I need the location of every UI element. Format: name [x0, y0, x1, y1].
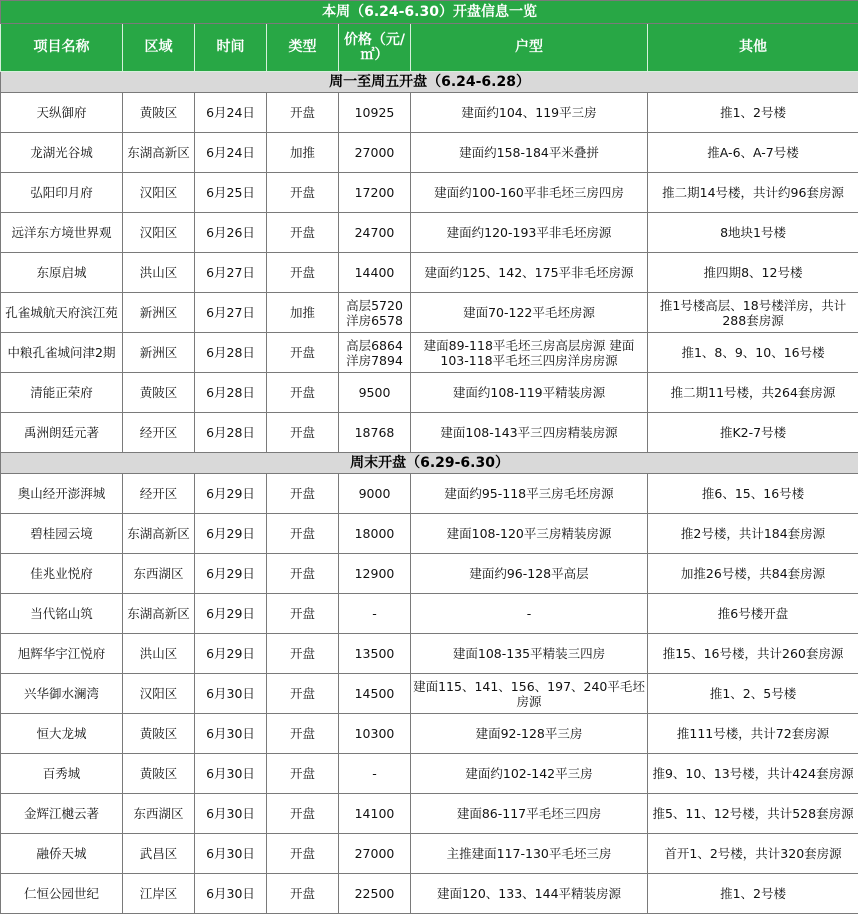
cell-date: 6月30日 — [195, 714, 267, 754]
table-row — [1, 474, 858, 514]
cell-unit-type: 建面约102-142平三房 — [411, 754, 648, 794]
cell-district: 新洲区 — [123, 293, 195, 333]
cell-type: 开盘 — [267, 333, 339, 373]
cell-price: 9000 — [339, 474, 411, 514]
cell-type: 开盘 — [267, 874, 339, 914]
cell-project-name: 远洋东方境世界观 — [1, 213, 123, 253]
cell-price: - — [339, 754, 411, 794]
cell-district: 东湖高新区 — [123, 594, 195, 634]
table-row — [1, 794, 858, 834]
cell-district: 汉阳区 — [123, 213, 195, 253]
cell-type: 加推 — [267, 133, 339, 173]
cell-other: 推1、2号楼 — [648, 93, 858, 133]
cell-price: 14100 — [339, 794, 411, 834]
table-row — [1, 714, 858, 754]
cell-price: 27000 — [339, 133, 411, 173]
table-row — [1, 133, 858, 173]
cell-other: 推6、15、16号楼 — [648, 474, 858, 514]
cell-unit-type: - — [411, 594, 648, 634]
cell-other: 推A-6、A-7号楼 — [648, 133, 858, 173]
cell-price: - — [339, 594, 411, 634]
cell-unit-type: 建面约96-128平高层 — [411, 554, 648, 594]
cell-project-name: 旭辉华宇江悦府 — [1, 634, 123, 674]
table-row — [1, 253, 858, 293]
cell-district: 汉阳区 — [123, 173, 195, 213]
header-unit-type: 户型 — [411, 24, 648, 72]
cell-type: 开盘 — [267, 93, 339, 133]
cell-project-name: 融侨天城 — [1, 834, 123, 874]
table-row — [1, 213, 858, 253]
cell-project-name: 孔雀城航天府滨江苑 — [1, 293, 123, 333]
cell-date: 6月29日 — [195, 514, 267, 554]
cell-other: 推1号楼高层、18号楼洋房，共计288套房源 — [648, 293, 858, 333]
cell-district: 东湖高新区 — [123, 514, 195, 554]
cell-type: 开盘 — [267, 253, 339, 293]
cell-unit-type: 建面约104、119平三房 — [411, 93, 648, 133]
cell-date: 6月30日 — [195, 794, 267, 834]
cell-price: 24700 — [339, 213, 411, 253]
cell-date: 6月30日 — [195, 674, 267, 714]
cell-date: 6月25日 — [195, 173, 267, 213]
cell-date: 6月28日 — [195, 333, 267, 373]
cell-type: 开盘 — [267, 794, 339, 834]
table-row — [1, 594, 858, 634]
section-header: 周末开盘（6.29-6.30） — [1, 453, 858, 474]
table-row — [1, 674, 858, 714]
cell-type: 开盘 — [267, 754, 339, 794]
table-row — [1, 754, 858, 794]
cell-district: 黄陂区 — [123, 373, 195, 413]
header-project-name: 项目名称 — [1, 24, 123, 72]
table-row — [1, 413, 858, 453]
cell-date: 6月28日 — [195, 413, 267, 453]
cell-date: 6月29日 — [195, 554, 267, 594]
cell-date: 6月29日 — [195, 594, 267, 634]
cell-unit-type: 建面108-135平精装三四房 — [411, 634, 648, 674]
cell-other: 加推26号楼，共84套房源 — [648, 554, 858, 594]
cell-district: 新洲区 — [123, 333, 195, 373]
cell-unit-type: 建面86-117平毛坯三四房 — [411, 794, 648, 834]
cell-price: 13500 — [339, 634, 411, 674]
cell-project-name: 禹洲朗廷元著 — [1, 413, 123, 453]
cell-other: 推2号楼，共计184套房源 — [648, 514, 858, 554]
cell-project-name: 百秀城 — [1, 754, 123, 794]
table-row — [1, 93, 858, 133]
cell-district: 黄陂区 — [123, 754, 195, 794]
cell-price: 18768 — [339, 413, 411, 453]
header-date: 时间 — [195, 24, 267, 72]
cell-project-name: 仁恒公园世纪 — [1, 874, 123, 914]
cell-type: 开盘 — [267, 173, 339, 213]
table-row — [1, 554, 858, 594]
cell-project-name: 当代铭山筑 — [1, 594, 123, 634]
cell-date: 6月26日 — [195, 213, 267, 253]
cell-other: 推1、8、9、10、16号楼 — [648, 333, 858, 373]
cell-price: 高层6864 洋房7894 — [339, 333, 411, 373]
cell-district: 经开区 — [123, 413, 195, 453]
cell-district: 武昌区 — [123, 834, 195, 874]
cell-unit-type: 主推建面117-130平毛坯三房 — [411, 834, 648, 874]
header-other: 其他 — [648, 24, 858, 72]
cell-district: 东湖高新区 — [123, 133, 195, 173]
cell-date: 6月27日 — [195, 253, 267, 293]
cell-unit-type: 建面约108-119平精装房源 — [411, 373, 648, 413]
cell-district: 黄陂区 — [123, 93, 195, 133]
cell-price: 10925 — [339, 93, 411, 133]
cell-district: 东西湖区 — [123, 554, 195, 594]
cell-project-name: 金辉江樾云著 — [1, 794, 123, 834]
table-row — [1, 514, 858, 554]
cell-project-name: 佳兆业悦府 — [1, 554, 123, 594]
cell-type: 开盘 — [267, 714, 339, 754]
cell-unit-type: 建面约125、142、175平非毛坯房源 — [411, 253, 648, 293]
header-district: 区域 — [123, 24, 195, 72]
header-type: 类型 — [267, 24, 339, 72]
cell-type: 开盘 — [267, 514, 339, 554]
table-row — [1, 634, 858, 674]
header-price: 价格（元/㎡） — [339, 24, 411, 72]
table-row — [1, 874, 858, 914]
section-header: 周一至周五开盘（6.24-6.28） — [1, 72, 858, 93]
cell-type: 开盘 — [267, 834, 339, 874]
cell-project-name: 中粮孔雀城问津2期 — [1, 333, 123, 373]
cell-district: 经开区 — [123, 474, 195, 514]
cell-price: 高层5720 洋房6578 — [339, 293, 411, 333]
cell-other: 推15、16号楼，共计260套房源 — [648, 634, 858, 674]
cell-date: 6月27日 — [195, 293, 267, 333]
cell-project-name: 碧桂园云境 — [1, 514, 123, 554]
cell-unit-type: 建面89-118平毛坯三房高层房源 建面103-118平毛坯三四房洋房房源 — [411, 333, 648, 373]
cell-unit-type: 建面108-143平三四房精装房源 — [411, 413, 648, 453]
cell-other: 推1、2、5号楼 — [648, 674, 858, 714]
cell-price: 22500 — [339, 874, 411, 914]
cell-other: 推6号楼开盘 — [648, 594, 858, 634]
cell-date: 6月30日 — [195, 834, 267, 874]
cell-type: 开盘 — [267, 213, 339, 253]
table-title: 本周（6.24-6.30）开盘信息一览 — [1, 1, 858, 24]
cell-unit-type: 建面约120-193平非毛坯房源 — [411, 213, 648, 253]
cell-date: 6月24日 — [195, 93, 267, 133]
cell-project-name: 弘阳印月府 — [1, 173, 123, 213]
cell-date: 6月30日 — [195, 874, 267, 914]
cell-other: 推四期8、12号楼 — [648, 253, 858, 293]
cell-other: 推二期11号楼，共264套房源 — [648, 373, 858, 413]
cell-unit-type: 建面120、133、144平精装房源 — [411, 874, 648, 914]
table-row — [1, 293, 858, 333]
cell-unit-type: 建面约100-160平非毛坯三房四房 — [411, 173, 648, 213]
table-row — [1, 373, 858, 413]
cell-unit-type: 建面70-122平毛坯房源 — [411, 293, 648, 333]
cell-date: 6月29日 — [195, 474, 267, 514]
cell-other: 推1、2号楼 — [648, 874, 858, 914]
cell-price: 12900 — [339, 554, 411, 594]
cell-unit-type: 建面108-120平三房精装房源 — [411, 514, 648, 554]
cell-price: 27000 — [339, 834, 411, 874]
cell-price: 18000 — [339, 514, 411, 554]
cell-project-name: 恒大龙城 — [1, 714, 123, 754]
cell-price: 14500 — [339, 674, 411, 714]
cell-date: 6月28日 — [195, 373, 267, 413]
cell-type: 开盘 — [267, 373, 339, 413]
cell-other: 推K2-7号楼 — [648, 413, 858, 453]
cell-date: 6月30日 — [195, 754, 267, 794]
cell-project-name: 东原启城 — [1, 253, 123, 293]
cell-district: 洪山区 — [123, 253, 195, 293]
table-row — [1, 333, 858, 373]
cell-project-name: 兴华御水澜湾 — [1, 674, 123, 714]
cell-other: 推5、11、12号楼，共计528套房源 — [648, 794, 858, 834]
cell-type: 开盘 — [267, 634, 339, 674]
cell-unit-type: 建面约158-184平米叠拼 — [411, 133, 648, 173]
cell-type: 开盘 — [267, 554, 339, 594]
cell-project-name: 龙湖光谷城 — [1, 133, 123, 173]
cell-project-name: 天纵御府 — [1, 93, 123, 133]
cell-price: 10300 — [339, 714, 411, 754]
cell-other: 推二期14号楼，共计约96套房源 — [648, 173, 858, 213]
cell-date: 6月24日 — [195, 133, 267, 173]
cell-unit-type: 建面约95-118平三房毛坯房源 — [411, 474, 648, 514]
cell-type: 开盘 — [267, 474, 339, 514]
cell-district: 洪山区 — [123, 634, 195, 674]
cell-unit-type: 建面92-128平三房 — [411, 714, 648, 754]
table-row — [1, 173, 858, 213]
cell-district: 江岸区 — [123, 874, 195, 914]
cell-district: 黄陂区 — [123, 714, 195, 754]
cell-other: 8地块1号楼 — [648, 213, 858, 253]
cell-district: 汉阳区 — [123, 674, 195, 714]
cell-type: 开盘 — [267, 674, 339, 714]
cell-date: 6月29日 — [195, 634, 267, 674]
cell-price: 14400 — [339, 253, 411, 293]
cell-type: 开盘 — [267, 594, 339, 634]
cell-price: 17200 — [339, 173, 411, 213]
table-row — [1, 834, 858, 874]
cell-other: 推111号楼，共计72套房源 — [648, 714, 858, 754]
cell-district: 东西湖区 — [123, 794, 195, 834]
cell-project-name: 奥山经开澎湃城 — [1, 474, 123, 514]
cell-type: 开盘 — [267, 413, 339, 453]
cell-other: 推9、10、13号楼，共计424套房源 — [648, 754, 858, 794]
cell-project-name: 清能正荣府 — [1, 373, 123, 413]
cell-type: 加推 — [267, 293, 339, 333]
cell-other: 首开1、2号楼，共计320套房源 — [648, 834, 858, 874]
cell-unit-type: 建面115、141、156、197、240平毛坯房源 — [411, 674, 648, 714]
cell-price: 9500 — [339, 373, 411, 413]
